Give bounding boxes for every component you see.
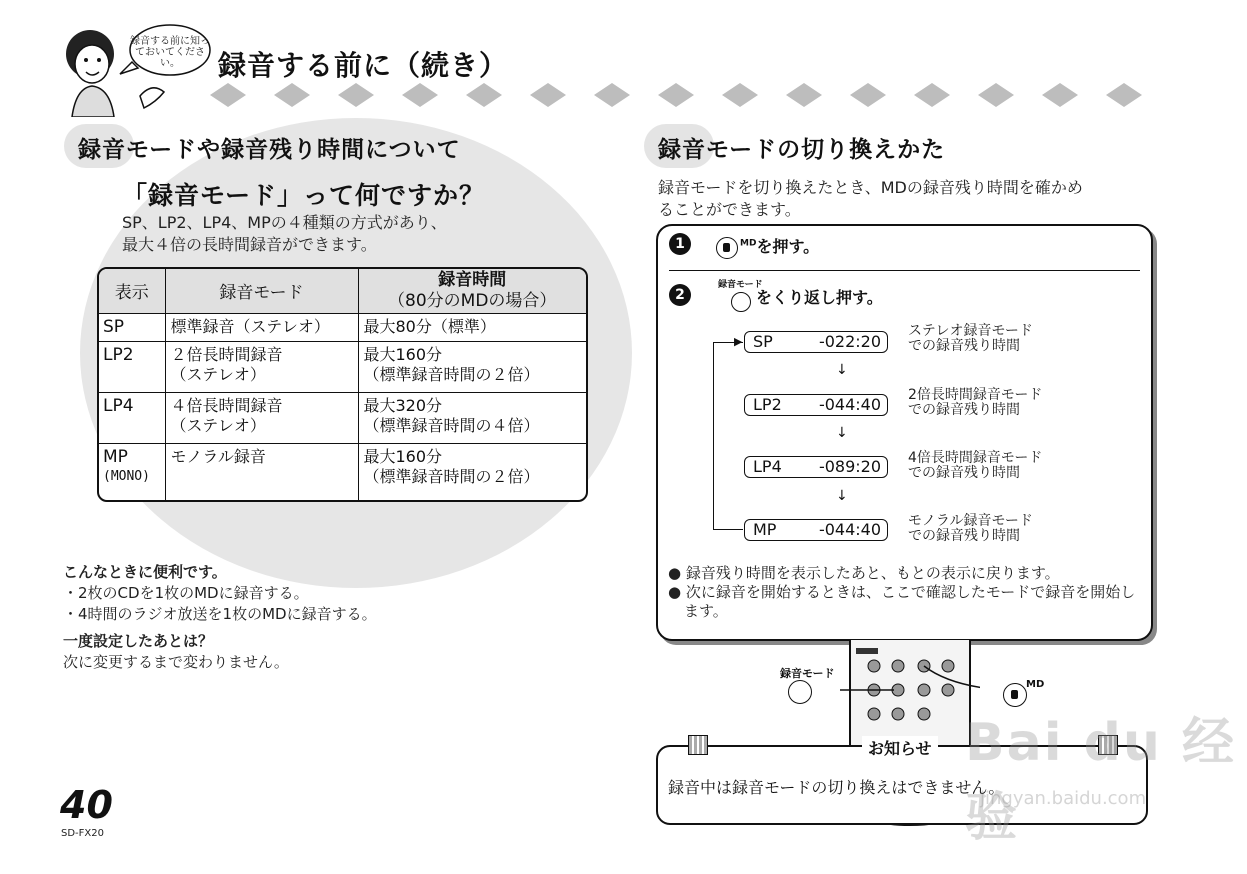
notice-title: お知らせ	[862, 736, 938, 759]
cell-line: 最大160分	[363, 446, 443, 466]
tips-item: ・4時間のラジオ放送を1枚のMDに録音する。	[63, 605, 377, 623]
cell-sub: (MONO)	[103, 468, 150, 484]
table-row	[99, 443, 586, 500]
display-time: -089:20	[818, 457, 881, 476]
cell-mode	[165, 392, 358, 443]
display-row-lp4	[744, 456, 888, 478]
cell-mode	[165, 341, 358, 392]
cell-mode	[165, 313, 358, 341]
note-item: ● 録音残り時間を表示したあと、もとの表示に戻ります。	[668, 564, 1060, 582]
cell-time	[358, 443, 586, 500]
display-row-sp	[744, 331, 888, 353]
cell-display	[99, 443, 165, 500]
tips-item: ・2枚のCDを1枚のMDに録音する。	[63, 584, 309, 602]
notice-corner-ornament	[688, 735, 708, 755]
cycle-arrowhead-icon: ▶	[734, 335, 743, 348]
page-title: 録音する前に（続き）	[218, 49, 509, 82]
down-arrow-icon: ↓	[836, 425, 848, 441]
step-divider	[669, 270, 1140, 271]
display-mode: LP2	[753, 395, 782, 414]
notes-list	[668, 564, 1148, 621]
tips-block	[63, 562, 563, 673]
table-header-time-title: 録音時間	[438, 269, 507, 290]
table-row	[99, 392, 586, 443]
note-item: ● 次に録音を開始するときは、ここで確認したモードで録音を開始します。	[668, 583, 1136, 620]
cell-line: （標準録音時間の４倍）	[363, 415, 540, 435]
right-section-title: 録音モードの切り換えかた	[658, 137, 946, 163]
cell-line: （標準録音時間の２倍）	[363, 466, 540, 486]
notice-text: 録音中は録音モードの切り換えはできません。	[668, 778, 1005, 797]
display-desc-line: ステレオ録音モード	[908, 323, 1033, 339]
display-time: -044:40	[818, 395, 881, 414]
remote-rec-mode-button-icon	[788, 680, 812, 704]
intro-line: 録音モードを切り換えたとき、MDの録音残り時間を確かめ	[658, 178, 1083, 197]
display-desc-line: 4倍長時間録音モード	[908, 450, 1043, 466]
recording-mode-table	[97, 267, 588, 502]
cell-line: （ステレオ）	[170, 415, 266, 435]
display-desc-line: での録音残り時間	[908, 338, 1020, 354]
decorative-diamond-band	[210, 83, 1155, 107]
cell-line: モノラル録音	[170, 446, 266, 466]
display-time: -022:20	[818, 332, 881, 351]
cell-display: LP2	[99, 341, 165, 392]
down-arrow-icon: ↓	[836, 488, 848, 504]
cell-display: LP4	[99, 392, 165, 443]
remote-md-label: MD	[1026, 679, 1045, 690]
table-header-display: 表示	[99, 269, 165, 313]
step-1-number: 1	[669, 233, 691, 255]
down-arrow-icon: ↓	[836, 362, 848, 378]
display-row-lp2	[744, 394, 888, 416]
question-description	[122, 212, 447, 256]
display-mode: LP4	[753, 457, 782, 476]
speech-bubble-text: 録音する前に知っておいてください。	[130, 36, 210, 69]
display-mode: MP	[753, 520, 777, 539]
cell-line: ２倍長時間録音	[170, 344, 283, 364]
tips-title: 一度設定したあとは？	[63, 632, 214, 650]
remote-rec-mode-label: 録音モード	[780, 667, 835, 680]
display-desc-line: での録音残り時間	[908, 528, 1020, 544]
cell-line: （標準録音時間の２倍）	[363, 364, 540, 384]
model-number: SD-FX20	[61, 828, 104, 839]
md-button-icon	[716, 237, 738, 259]
question-title: 「録音モード」って何ですか？	[122, 181, 486, 210]
cell-time	[358, 341, 586, 392]
display-desc-line: での録音残り時間	[908, 465, 1020, 481]
step-2-number: 2	[669, 284, 691, 306]
tips-item: 次に変更するまで変わりません。	[63, 653, 289, 671]
cell-line: 最大320分	[363, 395, 443, 415]
cell-line: MP	[103, 446, 128, 467]
display-mode: SP	[753, 332, 773, 351]
tips-title: こんなときに便利です。	[63, 563, 227, 581]
cell-line: 標準録音（ステレオ）	[170, 316, 330, 336]
display-row-mp	[744, 519, 888, 541]
display-desc-line: での録音残り時間	[908, 402, 1020, 418]
display-time: -044:40	[818, 520, 881, 539]
rec-mode-button-icon	[731, 292, 751, 312]
step-1-instruction: を押す。	[756, 237, 820, 256]
step-1-text	[716, 234, 819, 259]
cell-display: SP	[99, 313, 165, 341]
table-row	[99, 313, 586, 341]
table-row	[99, 341, 586, 392]
cycle-return-line	[713, 342, 743, 530]
question-desc-line: 最大４倍の長時間録音ができます。	[122, 235, 377, 254]
cell-time	[358, 392, 586, 443]
table-header-time	[358, 269, 586, 313]
question-desc-line: SP、LP2、LP4、MPの４種類の方式があり、	[122, 213, 447, 232]
watermark-url: jingyan.baidu.com	[980, 788, 1147, 809]
md-button-label: MD	[740, 238, 757, 249]
display-desc-line: 2倍長時間録音モード	[908, 387, 1043, 403]
right-intro	[658, 177, 1158, 221]
display-desc	[908, 388, 1042, 418]
cell-line: 最大80分（標準）	[363, 316, 496, 336]
intro-line: ることができます。	[658, 200, 801, 219]
display-desc	[908, 451, 1042, 481]
page-number: 40	[60, 783, 113, 827]
cell-line: ４倍長時間録音	[170, 395, 283, 415]
left-section-title: 録音モードや録音残り時間について	[78, 137, 461, 163]
watermark-logo: Bai du 经验	[965, 713, 1236, 848]
rec-mode-button-label: 録音モード	[718, 280, 763, 290]
cell-line: （ステレオ）	[170, 364, 266, 384]
cell-time	[358, 313, 586, 341]
display-desc	[908, 324, 1033, 354]
table-header-time-sub: （80分のMDの場合）	[388, 290, 557, 311]
cell-mode	[165, 443, 358, 500]
table-header-mode: 録音モード	[165, 269, 358, 313]
step-2-text: をくり返し押す。	[756, 288, 883, 307]
cell-line: 最大160分	[363, 344, 443, 364]
display-desc	[908, 514, 1033, 544]
display-desc-line: モノラル録音モード	[908, 513, 1033, 529]
